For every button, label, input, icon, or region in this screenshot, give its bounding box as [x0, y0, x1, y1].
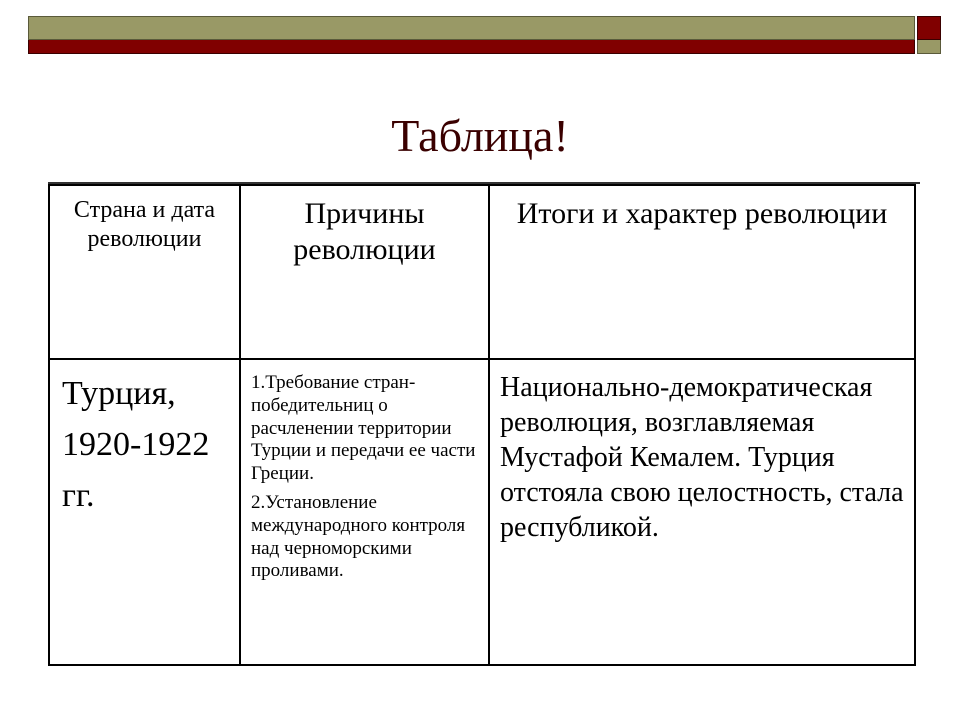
cause-item-1: 1.Требование стран-победительниц о расчленении территории Турции и передачи ее части Греции. — [251, 372, 476, 485]
header-cell-results — [489, 185, 915, 359]
table-row — [49, 359, 915, 665]
cell-results — [489, 359, 915, 665]
country-dates: 1920-1922 гг. — [62, 426, 210, 514]
top-decor-bar-maroon — [28, 40, 915, 54]
header-results-label: Итоги и характер революции — [516, 197, 888, 230]
cause-item-2: 2.Установление международного контроля над черноморскими проливами. — [251, 491, 466, 582]
corner-decor-square-maroon — [917, 16, 941, 40]
table-header-row — [49, 185, 915, 359]
slide-title: Таблица! — [391, 110, 569, 161]
cell-causes — [240, 359, 489, 665]
country-name: Турция, — [62, 375, 176, 412]
header-country-label: Страна и дата революции — [73, 197, 216, 252]
header-cell-causes — [240, 185, 489, 359]
cell-country — [49, 359, 240, 665]
results-text: Национально-демократическая революция, возглавляемая Мустафой Кемалем. Турция отстояла свою целостность, стала республикой. — [500, 372, 904, 543]
corner-decor-square-olive — [917, 40, 941, 54]
header-causes-label: Причины революции — [293, 197, 436, 266]
top-decor-bar-olive — [28, 16, 915, 40]
revolution-table — [48, 184, 916, 666]
header-cell-country — [49, 185, 240, 359]
